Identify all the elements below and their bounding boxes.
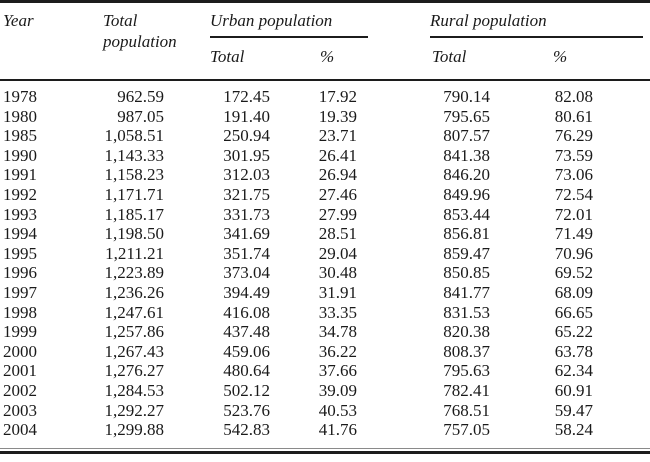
col-header-year: Year: [0, 2, 95, 81]
total-population-cell: 1,223.89: [104, 263, 164, 283]
rural-percent-cell: 59.47: [554, 400, 593, 420]
urban-percent-cell: 28.51: [318, 224, 357, 244]
year-cell: 1990: [3, 145, 37, 165]
table-row: [0, 165, 650, 185]
col-header-total-population: Total population: [95, 2, 190, 81]
urban-percent-cell: 26.94: [318, 165, 357, 185]
urban-percent-cell: 17.92: [318, 87, 357, 106]
year-cell: 1994: [3, 224, 37, 244]
col-header-urban-total: Total: [190, 38, 280, 80]
urban-percent-cell: 30.48: [318, 263, 357, 283]
total-population-cell: 1,143.33: [104, 145, 164, 165]
urban-percent-cell: 41.76: [318, 420, 357, 440]
year-cell: 1993: [3, 204, 37, 224]
rural-total-cell: 790.14: [443, 87, 490, 106]
urban-total-cell: 172.45: [223, 87, 270, 106]
table-body: [0, 80, 650, 448]
total-population-cell: 1,247.61: [104, 302, 164, 322]
total-population-cell: 1,276.27: [104, 361, 164, 381]
urban-total-cell: 542.83: [223, 420, 270, 440]
table-row: [0, 244, 650, 264]
urban-total-cell: 191.40: [223, 106, 270, 126]
table-row: [0, 205, 650, 225]
rural-total-cell: 768.51: [443, 400, 490, 420]
rural-total-cell: 795.65: [443, 106, 490, 126]
urban-percent-cell: 33.35: [318, 302, 357, 322]
table-row: [0, 303, 650, 323]
year-cell: 1999: [3, 322, 37, 342]
urban-percent-cell: 27.99: [318, 204, 357, 224]
rural-total-cell: 807.57: [443, 126, 490, 146]
rural-total-cell: 841.38: [443, 145, 490, 165]
rural-percent-cell: 68.09: [554, 282, 593, 302]
table-row: [0, 224, 650, 244]
urban-percent-cell: 36.22: [318, 341, 357, 361]
urban-total-cell: 480.64: [223, 361, 270, 381]
rural-percent-cell: 73.59: [554, 145, 593, 165]
year-cell: 1997: [3, 282, 37, 302]
rural-percent-cell: 65.22: [554, 322, 593, 342]
urban-total-cell: 459.06: [223, 341, 270, 361]
rural-total-cell: 782.41: [443, 380, 490, 400]
rural-total-cell: 808.37: [443, 341, 490, 361]
rural-percent-cell: 70.96: [554, 243, 593, 263]
urban-total-cell: 437.48: [223, 322, 270, 342]
total-population-cell: 1,267.43: [104, 341, 164, 361]
urban-total-cell: 523.76: [223, 400, 270, 420]
rural-percent-cell: 80.61: [554, 106, 593, 126]
urban-percent-cell: 37.66: [318, 361, 357, 381]
year-cell: 1980: [3, 106, 37, 126]
urban-percent-cell: 19.39: [318, 106, 357, 126]
urban-percent-cell: 26.41: [318, 145, 357, 165]
total-population-cell: 1,299.88: [104, 420, 164, 440]
total-population-cell: 1,284.53: [104, 380, 164, 400]
col-header-urban-percent: %: [280, 38, 370, 80]
rural-percent-cell: 72.01: [554, 204, 593, 224]
urban-percent-cell: 39.09: [318, 380, 357, 400]
table-row: [0, 361, 650, 381]
rural-percent-cell: 71.49: [554, 224, 593, 244]
total-population-cell: 962.59: [117, 87, 164, 106]
rural-total-cell: 846.20: [443, 165, 490, 185]
table-row: [0, 107, 650, 127]
table-row: [0, 401, 650, 421]
urban-total-cell: 312.03: [223, 165, 270, 185]
table-row: [0, 263, 650, 283]
urban-population-group-label: Urban population: [210, 10, 368, 38]
col-group-urban-population: [190, 2, 370, 39]
table-row: [0, 322, 650, 342]
urban-total-cell: 321.75: [223, 184, 270, 204]
table-row: [0, 381, 650, 401]
rural-total-cell: 820.38: [443, 322, 490, 342]
total-population-cell: 1,171.71: [104, 184, 164, 204]
year-cell: 2000: [3, 341, 37, 361]
table-bottom-rule: [0, 448, 650, 454]
table-row: [0, 146, 650, 166]
urban-total-cell: 502.12: [223, 380, 270, 400]
rural-percent-cell: 82.08: [554, 87, 593, 106]
table-row: [0, 342, 650, 362]
year-cell: 2004: [3, 420, 37, 440]
total-population-cell: 1,198.50: [104, 224, 164, 244]
rural-percent-cell: 69.52: [554, 263, 593, 283]
urban-total-cell: 351.74: [223, 243, 270, 263]
col-group-rural-population: [370, 2, 650, 39]
table-row: [0, 420, 650, 448]
total-population-cell: 1,211.21: [105, 243, 164, 263]
table-row: [0, 185, 650, 205]
rural-total-cell: 859.47: [443, 243, 490, 263]
year-cell: 2001: [3, 361, 37, 381]
year-cell: 1978: [3, 87, 37, 106]
col-header-rural-percent: %: [500, 38, 650, 80]
year-cell: 1985: [3, 126, 37, 146]
rural-total-cell: 850.85: [443, 263, 490, 283]
urban-percent-cell: 40.53: [318, 400, 357, 420]
urban-total-cell: 301.95: [223, 145, 270, 165]
urban-total-cell: 416.08: [223, 302, 270, 322]
year-cell: 1996: [3, 263, 37, 283]
urban-percent-cell: 34.78: [318, 322, 357, 342]
total-population-cell: 1,292.27: [104, 400, 164, 420]
rural-percent-cell: 73.06: [554, 165, 593, 185]
total-population-cell: 987.05: [117, 106, 164, 126]
table-row: [0, 80, 650, 107]
year-cell: 1991: [3, 165, 37, 185]
urban-percent-cell: 29.04: [318, 243, 357, 263]
rural-percent-cell: 76.29: [554, 126, 593, 146]
total-population-cell: 1,236.26: [104, 282, 164, 302]
urban-total-cell: 373.04: [223, 263, 270, 283]
urban-total-cell: 250.94: [223, 126, 270, 146]
rural-total-cell: 831.53: [443, 302, 490, 322]
year-cell: 2003: [3, 400, 37, 420]
total-population-cell: 1,185.17: [104, 204, 164, 224]
urban-total-cell: 341.69: [223, 224, 270, 244]
urban-total-cell: 394.49: [223, 282, 270, 302]
rural-percent-cell: 66.65: [554, 302, 593, 322]
rural-total-cell: 757.05: [443, 420, 490, 440]
year-cell: 2002: [3, 380, 37, 400]
urban-percent-cell: 27.46: [318, 184, 357, 204]
table-row: [0, 126, 650, 146]
rural-percent-cell: 60.91: [554, 380, 593, 400]
rural-total-cell: 856.81: [443, 224, 490, 244]
year-cell: 1992: [3, 184, 37, 204]
rural-percent-cell: 62.34: [554, 361, 593, 381]
urban-total-cell: 331.73: [223, 204, 270, 224]
year-cell: 1995: [3, 243, 37, 263]
total-population-cell: 1,257.86: [104, 322, 164, 342]
rural-percent-cell: 72.54: [554, 184, 593, 204]
header-row-groups: [0, 2, 650, 39]
rural-total-cell: 841.77: [443, 282, 490, 302]
total-population-cell: 1,158.23: [104, 165, 164, 185]
total-population-cell: 1,058.51: [104, 126, 164, 146]
rural-total-cell: 849.96: [443, 184, 490, 204]
bottom-rule-thick: [0, 451, 650, 454]
rural-percent-cell: 58.24: [554, 420, 593, 440]
col-header-rural-total: Total: [370, 38, 500, 80]
urban-percent-cell: 23.71: [318, 126, 357, 146]
table-row: [0, 283, 650, 303]
rural-total-cell: 795.63: [443, 361, 490, 381]
table-header: [0, 2, 650, 81]
urban-percent-cell: 31.91: [318, 282, 357, 302]
year-cell: 1998: [3, 302, 37, 322]
rural-population-group-label: Rural population: [430, 10, 643, 38]
rural-total-cell: 853.44: [443, 204, 490, 224]
rural-percent-cell: 63.78: [554, 341, 593, 361]
